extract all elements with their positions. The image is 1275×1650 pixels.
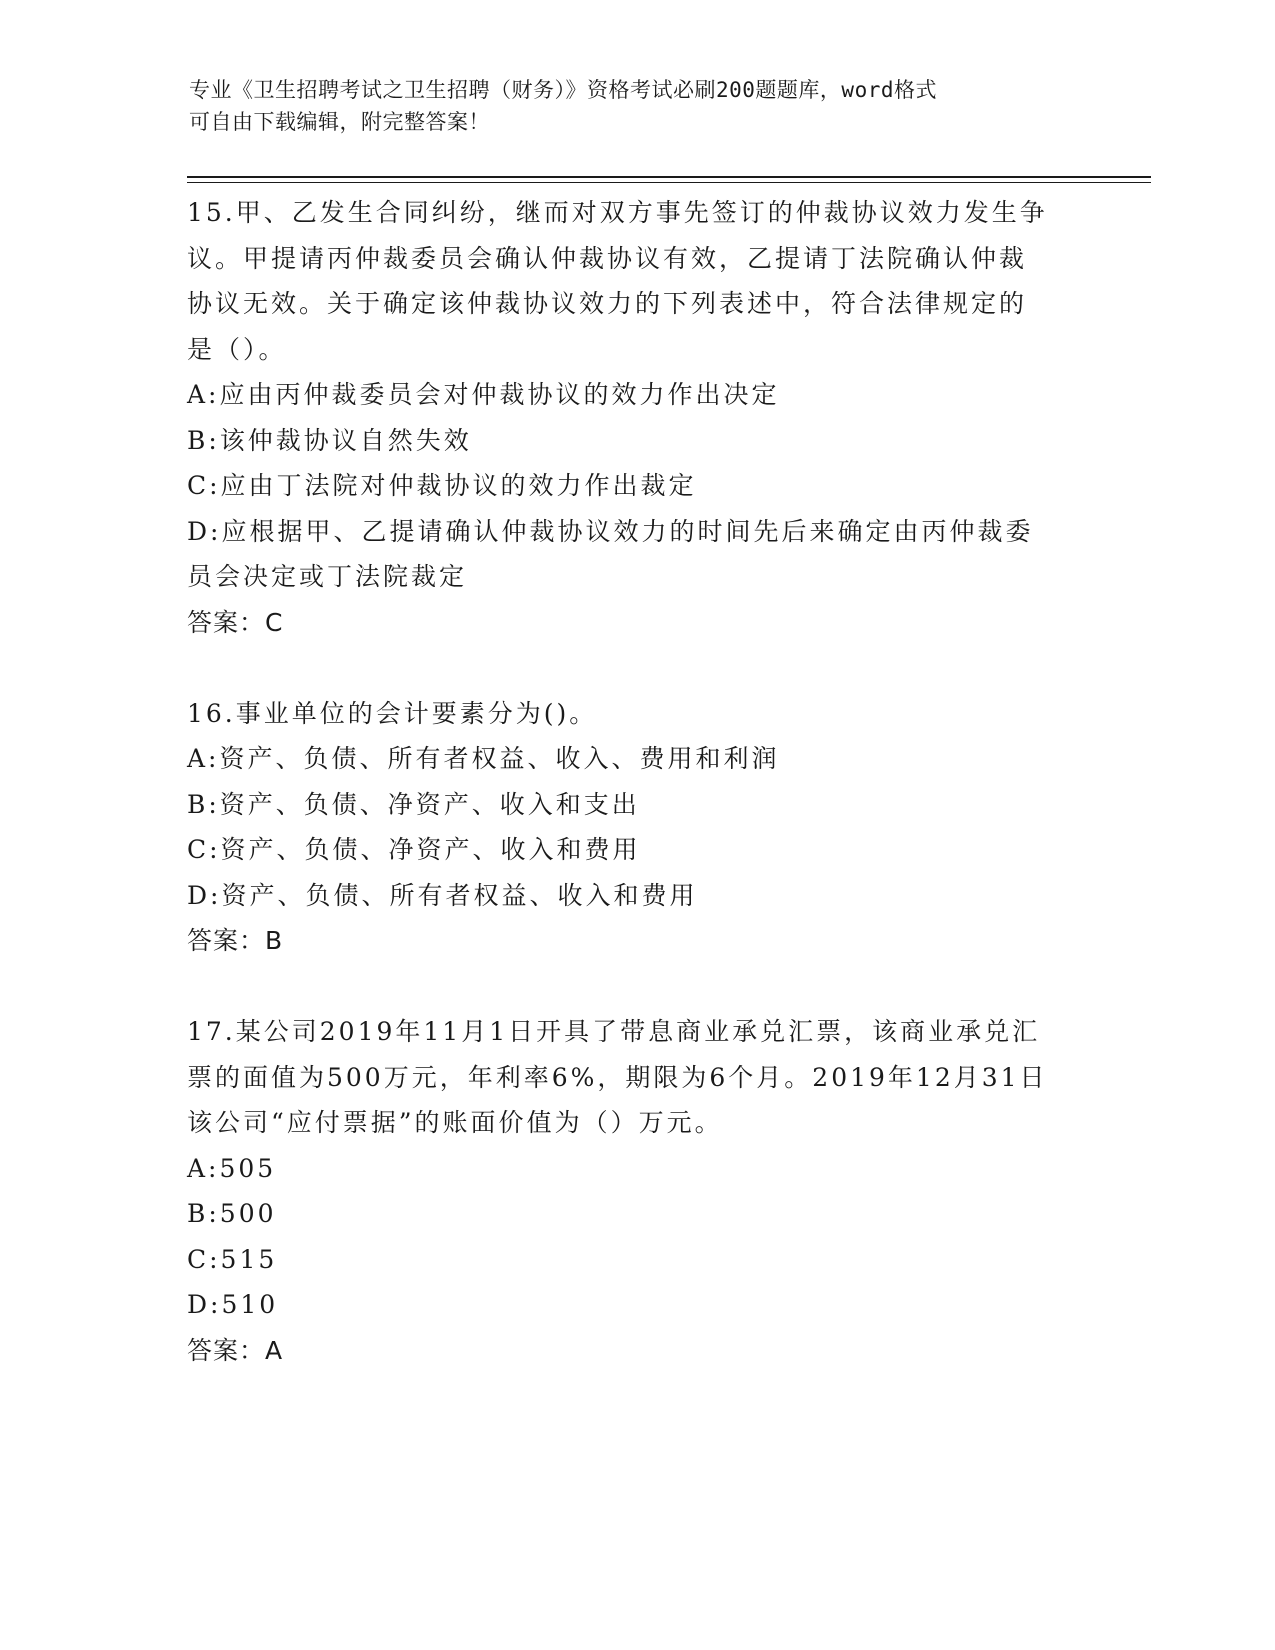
header-divider-thick (187, 176, 1151, 178)
question-stem-line: 15.甲、乙发生合同纠纷，继而对双方事先签订的仲裁协议效力发生争 (187, 198, 1048, 227)
question-stem-line: 议。甲提请丙仲裁委员会确认仲裁协议有效，乙提请丁法院确认仲裁 (187, 243, 1028, 273)
question-stem-line: 是（）。 (187, 334, 287, 364)
question-stem-line: 该公司“应付票据”的账面价值为（）万元。 (187, 1108, 723, 1137)
option-c: C:资产、负债、净资产、收入和费用 (187, 835, 641, 864)
option-c: C:应由丁法院对仲裁协议的效力作出裁定 (187, 471, 697, 500)
option-b: B:500 (187, 1199, 277, 1228)
answer: 答案：A (187, 1335, 284, 1365)
question-list (187, 190, 1077, 1373)
option-d: D:资产、负债、所有者权益、收入和费用 (187, 880, 698, 910)
option-c: C:515 (187, 1244, 278, 1274)
question-stem-line: 协议无效。关于确定该仲裁协议效力的下列表述中，符合法律规定的 (187, 289, 1028, 318)
spacer (187, 964, 1077, 1010)
question-stem-line: 17.某公司2019年11月1日开具了带息商业承兑汇票，该商业承兑汇 (187, 1017, 1041, 1046)
header-divider-thin (187, 182, 1151, 183)
option-d: D:510 (187, 1290, 279, 1319)
header-line-1: 专业《卫生招聘考试之卫生招聘（财务）》资格考试必刷200题题库，word格式 (189, 78, 937, 102)
document-header (189, 74, 1069, 138)
question-stem-line: 票的面值为500万元，年利率6%，期限为6个月。2019年12月31日 (187, 1062, 1048, 1092)
option-a: A:资产、负债、所有者权益、收入、费用和利润 (187, 744, 780, 773)
spacer (187, 645, 1077, 691)
answer: 答案：B (187, 926, 284, 955)
option-d-continued: 员会决定或丁法院裁定 (187, 562, 468, 591)
question-17 (187, 1009, 1077, 1373)
header-line-2: 可自由下载编辑，附完整答案！ (189, 110, 490, 134)
option-b: B:该仲裁协议自然失效 (187, 425, 472, 455)
question-stem-line: 16.事业单位的会计要素分为()。 (187, 698, 598, 728)
option-a: A:应由丙仲裁委员会对仲裁协议的效力作出决定 (187, 380, 780, 409)
question-15 (187, 190, 1077, 645)
option-d: D:应根据甲、乙提请确认仲裁协议效力的时间先后来确定由丙仲裁委 (187, 516, 1034, 546)
question-16 (187, 691, 1077, 964)
option-a: A:505 (187, 1153, 277, 1183)
answer: 答案：C (187, 607, 284, 637)
option-b: B:资产、负债、净资产、收入和支出 (187, 789, 640, 819)
